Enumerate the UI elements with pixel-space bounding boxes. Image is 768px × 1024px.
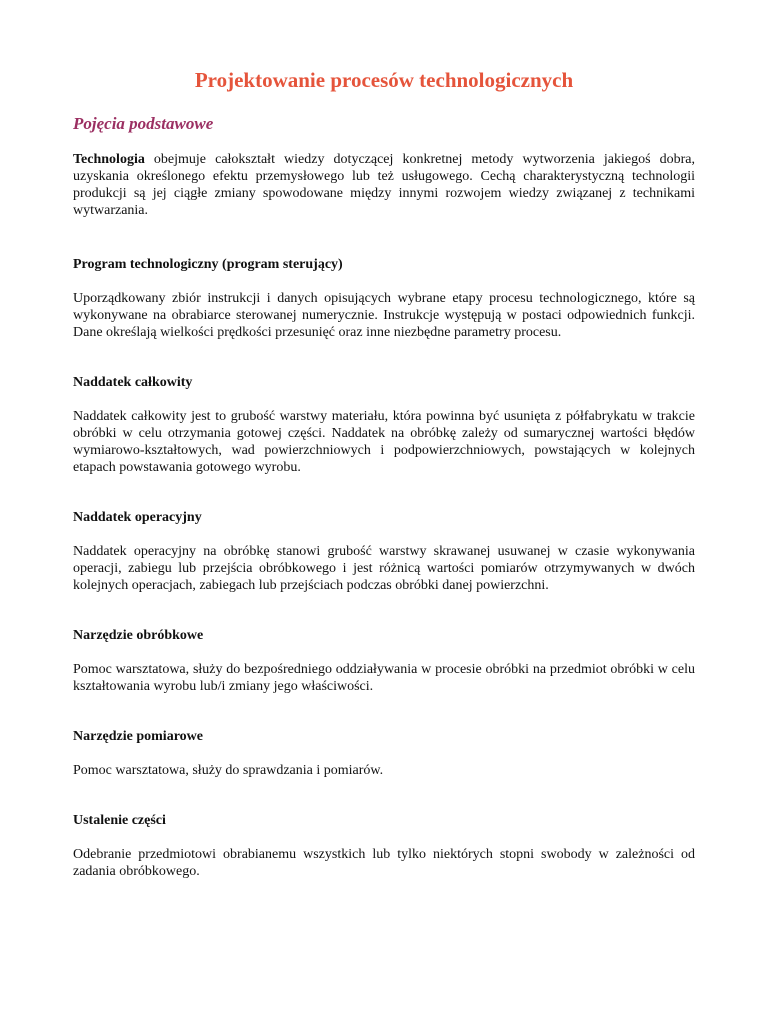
term-heading: Naddatek całkowity (73, 374, 193, 390)
intro-lead-term: Technologia (73, 151, 145, 167)
page-title: Projektowanie procesów technologicznych (194, 68, 574, 92)
term-heading: Naddatek operacyjny (73, 509, 202, 525)
term-section-narzedzie-pomiarowe (73, 728, 695, 779)
term-heading: Program technologiczny (program sterujący) (73, 256, 343, 272)
term-body: Pomoc warsztatowa, służy do sprawdzania i pomiarów. (73, 762, 384, 778)
term-heading: Narzędzie pomiarowe (73, 728, 203, 744)
term-heading: Ustalenie części (73, 812, 166, 828)
section-subtitle: Pojęcia podstawowe (73, 114, 214, 134)
term-section-naddatek-operacyjny (73, 509, 695, 594)
term-section-narzedzie-obrobkowe (73, 627, 695, 695)
term-body: Odebranie przedmiotowi obrabianemu wszystkich lub tylko niektórych stopni swobody w zależności od zadania obróbkowego. (73, 846, 695, 879)
term-section-ustalenie-czesci (73, 812, 695, 880)
term-body: Naddatek operacyjny na obróbkę stanowi grubość warstwy skrawanej usuwanej w czasie wykonywania operacji, zabiegu lub przejścia obróbkowego i jest różnicą wartości pomiarów otrzymywanych w dwóch kolejnych operacjach, zabiegach lub przejściach podczas obróbki danej powierzchni. (73, 543, 695, 593)
term-section-naddatek-calkowity (73, 374, 695, 476)
intro-text: obejmuje całokształt wiedzy dotyczącej konkretnej metody wytworzenia jakiegoś dobra, uzyskania określonego efektu przemysłowego lub też usługowego. Cechą charakterystyczną technologii produkcji są jej ciągłe zmiany spowodowane między innymi rozwojem wiedzy związanej z technikami wytwarzania. (73, 151, 695, 218)
term-section-program (73, 256, 695, 341)
intro-paragraph (73, 151, 695, 219)
term-body: Pomoc warsztatowa, służy do bezpośredniego oddziaływania w procesie obróbki na przedmiot obróbki w celu kształtowania wyrobu lub/i zmiany jego właściwości. (73, 661, 695, 694)
term-body: Uporządkowany zbiór instrukcji i danych opisujących wybrane etapy procesu technologicznego, które są wykonywane na obrabiarce sterowanej numerycznie. Instrukcje występują w postaci odpowiednich funkcji. Dane określają wielkości prędkości przesunięć oraz inne niezbędne parametry procesu. (73, 290, 695, 340)
term-heading: Narzędzie obróbkowe (73, 627, 204, 643)
term-body: Naddatek całkowity jest to grubość warstwy materiału, która powinna być usunięta z półfabrykatu w trakcie obróbki w celu otrzymania gotowej części. Naddatek na obróbkę zależy od sumarycznej wartości błędów wymiarowo-kształtowych, wad powierzchniowych i podpowierzchniowych, powstających w kolejnych etapach powstawania gotowego wyrobu. (73, 408, 695, 475)
